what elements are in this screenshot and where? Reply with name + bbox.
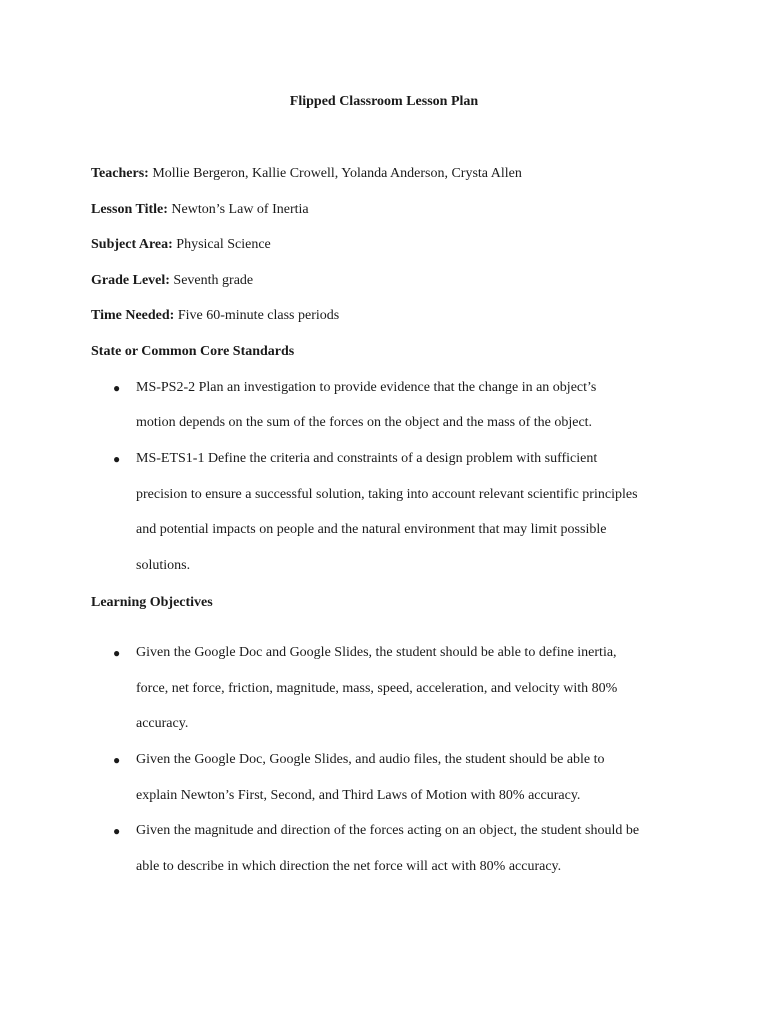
bullet-icon: ● [113, 824, 121, 838]
field-teachers [91, 166, 522, 182]
field-grade-level [91, 273, 253, 289]
field-value: Physical Science [176, 237, 271, 252]
objective-line: Given the magnitude and direction of the forces acting on an object, the student should be [136, 823, 640, 838]
bullet-icon: ● [113, 381, 121, 395]
standard-line: MS-ETS1-1 Define the criteria and constraints of a design problem with sufficient [136, 451, 598, 466]
objective-line: force, net force, friction, magnitude, mass, speed, acceleration, and velocity with 80% [136, 681, 618, 696]
field-value: Seventh grade [173, 273, 254, 288]
objective-line: Given the Google Doc, Google Slides, and audio files, the student should be able to [136, 752, 605, 767]
field-label: Grade Level: [91, 273, 170, 288]
standard-line: and potential impacts on people and the natural environment that may limit possible [136, 522, 607, 537]
field-label: Subject Area: [91, 237, 173, 252]
standard-line: precision to ensure a successful solution, taking into account relevant scientific principles [136, 487, 638, 502]
field-value: Five 60-minute class periods [177, 308, 340, 323]
field-label: Lesson Title: [91, 202, 168, 217]
field-value: Mollie Bergeron, Kallie Crowell, Yolanda Anderson, Crysta Allen [152, 166, 522, 181]
bullet-icon: ● [113, 646, 121, 660]
bullet-icon: ● [113, 452, 121, 466]
document-title: Flipped Classroom Lesson Plan [289, 94, 479, 109]
bullet-icon: ● [113, 753, 121, 767]
field-label: Time Needed: [91, 308, 175, 323]
standard-line: solutions. [136, 558, 191, 573]
objective-line: explain Newton’s First, Second, and Third Laws of Motion with 80% accuracy. [136, 788, 581, 803]
objective-line: accuracy. [136, 716, 189, 731]
field-label: Teachers: [91, 166, 149, 181]
standard-line: motion depends on the sum of the forces on the object and the mass of the object. [136, 415, 593, 430]
field-value: Newton’s Law of Inertia [171, 202, 309, 217]
objectives-heading: Learning Objectives [91, 595, 213, 610]
field-time-needed [91, 308, 339, 324]
field-subject-area [91, 237, 271, 253]
field-lesson-title [91, 202, 309, 218]
objective-line: Given the Google Doc and Google Slides, the student should be able to define inertia, [136, 645, 617, 660]
standards-heading: State or Common Core Standards [91, 344, 295, 359]
standard-line: MS-PS2-2 Plan an investigation to provide evidence that the change in an object’s [136, 380, 597, 395]
objective-line: able to describe in which direction the net force will act with 80% accuracy. [136, 859, 562, 874]
